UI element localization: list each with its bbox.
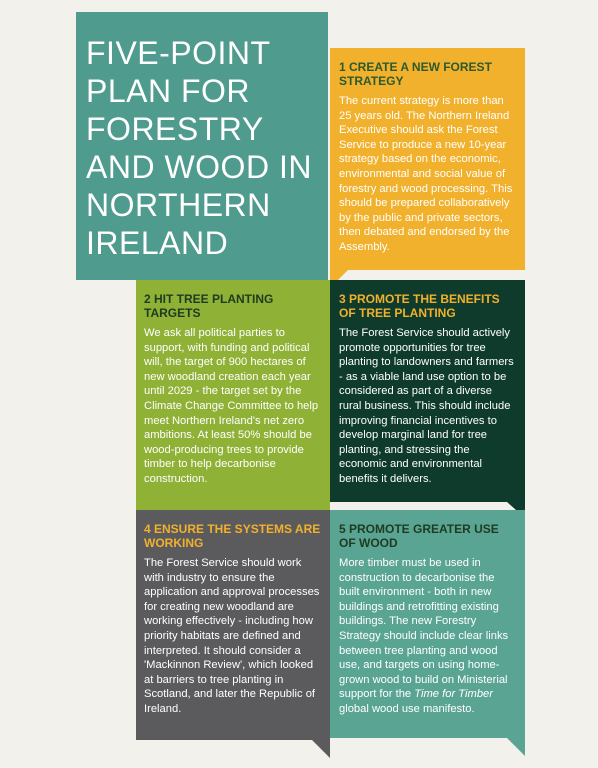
point-4-body: The Forest Service should work with industry to ensure the application and approval processes for creating new woodland are working effectively - including how priority habitats are defined and interpreted. It should consider a 'Mackinnon Review', which looked at barriers to tree planting in Scotland, and later the Republic of Ireland. — [144, 557, 320, 715]
point-5-pointer — [507, 738, 525, 756]
point-3-panel — [330, 280, 525, 502]
point-5-body-end: global wood use manifesto. — [339, 702, 475, 715]
point-5-body-italic: Time for Timber — [414, 688, 493, 701]
point-1-panel — [330, 48, 525, 270]
point-1-body: The current strategy is more than 25 years old. The Northern Ireland Executive should ask the Forest Service to produce a new 10-year strategy based on the economic, environmental and social value of forestry and wood processing. This should be prepared collaboratively by the public and private sectors, then debated and endorsed by the Assembly. — [339, 95, 513, 253]
page-title: FIVE-POINT PLAN FOR FORESTRY AND WOOD IN NORTHERN IRELAND — [86, 35, 312, 261]
point-2-heading: 2 HIT TREE PLANTING TARGETS — [144, 292, 274, 320]
point-4-heading: 4 ENSURE THE SYSTEMS ARE WORKING — [144, 522, 321, 550]
point-1-heading: 1 CREATE A NEW FOREST STRATEGY — [339, 60, 492, 88]
point-5-panel — [330, 510, 525, 738]
point-3-heading: 3 PROMOTE THE BENEFITS OF TREE PLANTING — [339, 292, 500, 320]
point-5-body-start: More timber must be used in construction to decarbonise the built environment - both in new buildings and retrofitting existing buildings. The new Forestry Strategy should include clear links between tree planting and wood use, and targets on using home-grown wood to build on Ministerial support for the — [339, 557, 509, 701]
title-panel — [76, 12, 328, 280]
point-5-heading: 5 PROMOTE GREATER USE OF WOOD — [339, 522, 499, 550]
point-5-body — [339, 556, 517, 717]
point-4-pointer — [312, 740, 330, 758]
point-2-panel — [136, 280, 330, 510]
point-4-panel — [136, 510, 330, 740]
point-2-body: We ask all political parties to support, with funding and political will, the target of 900 hectares of new woodland creation each year until 2029 - the target set by the Climate Change Committee to help meet Northern Ireland's net zero ambitions. At least 50% should be wood-producing trees to provide timber to help decarbonise construction. — [144, 327, 319, 485]
point-3-body: The Forest Service should actively promote opportunities for tree planting to landowners and farmers - as a viable land use option to be considered as part of a diverse rural business. This should include improving financial incentives to develop marginal land for tree planting, and stressing the economic and environmental benefits it delivers. — [339, 327, 514, 485]
